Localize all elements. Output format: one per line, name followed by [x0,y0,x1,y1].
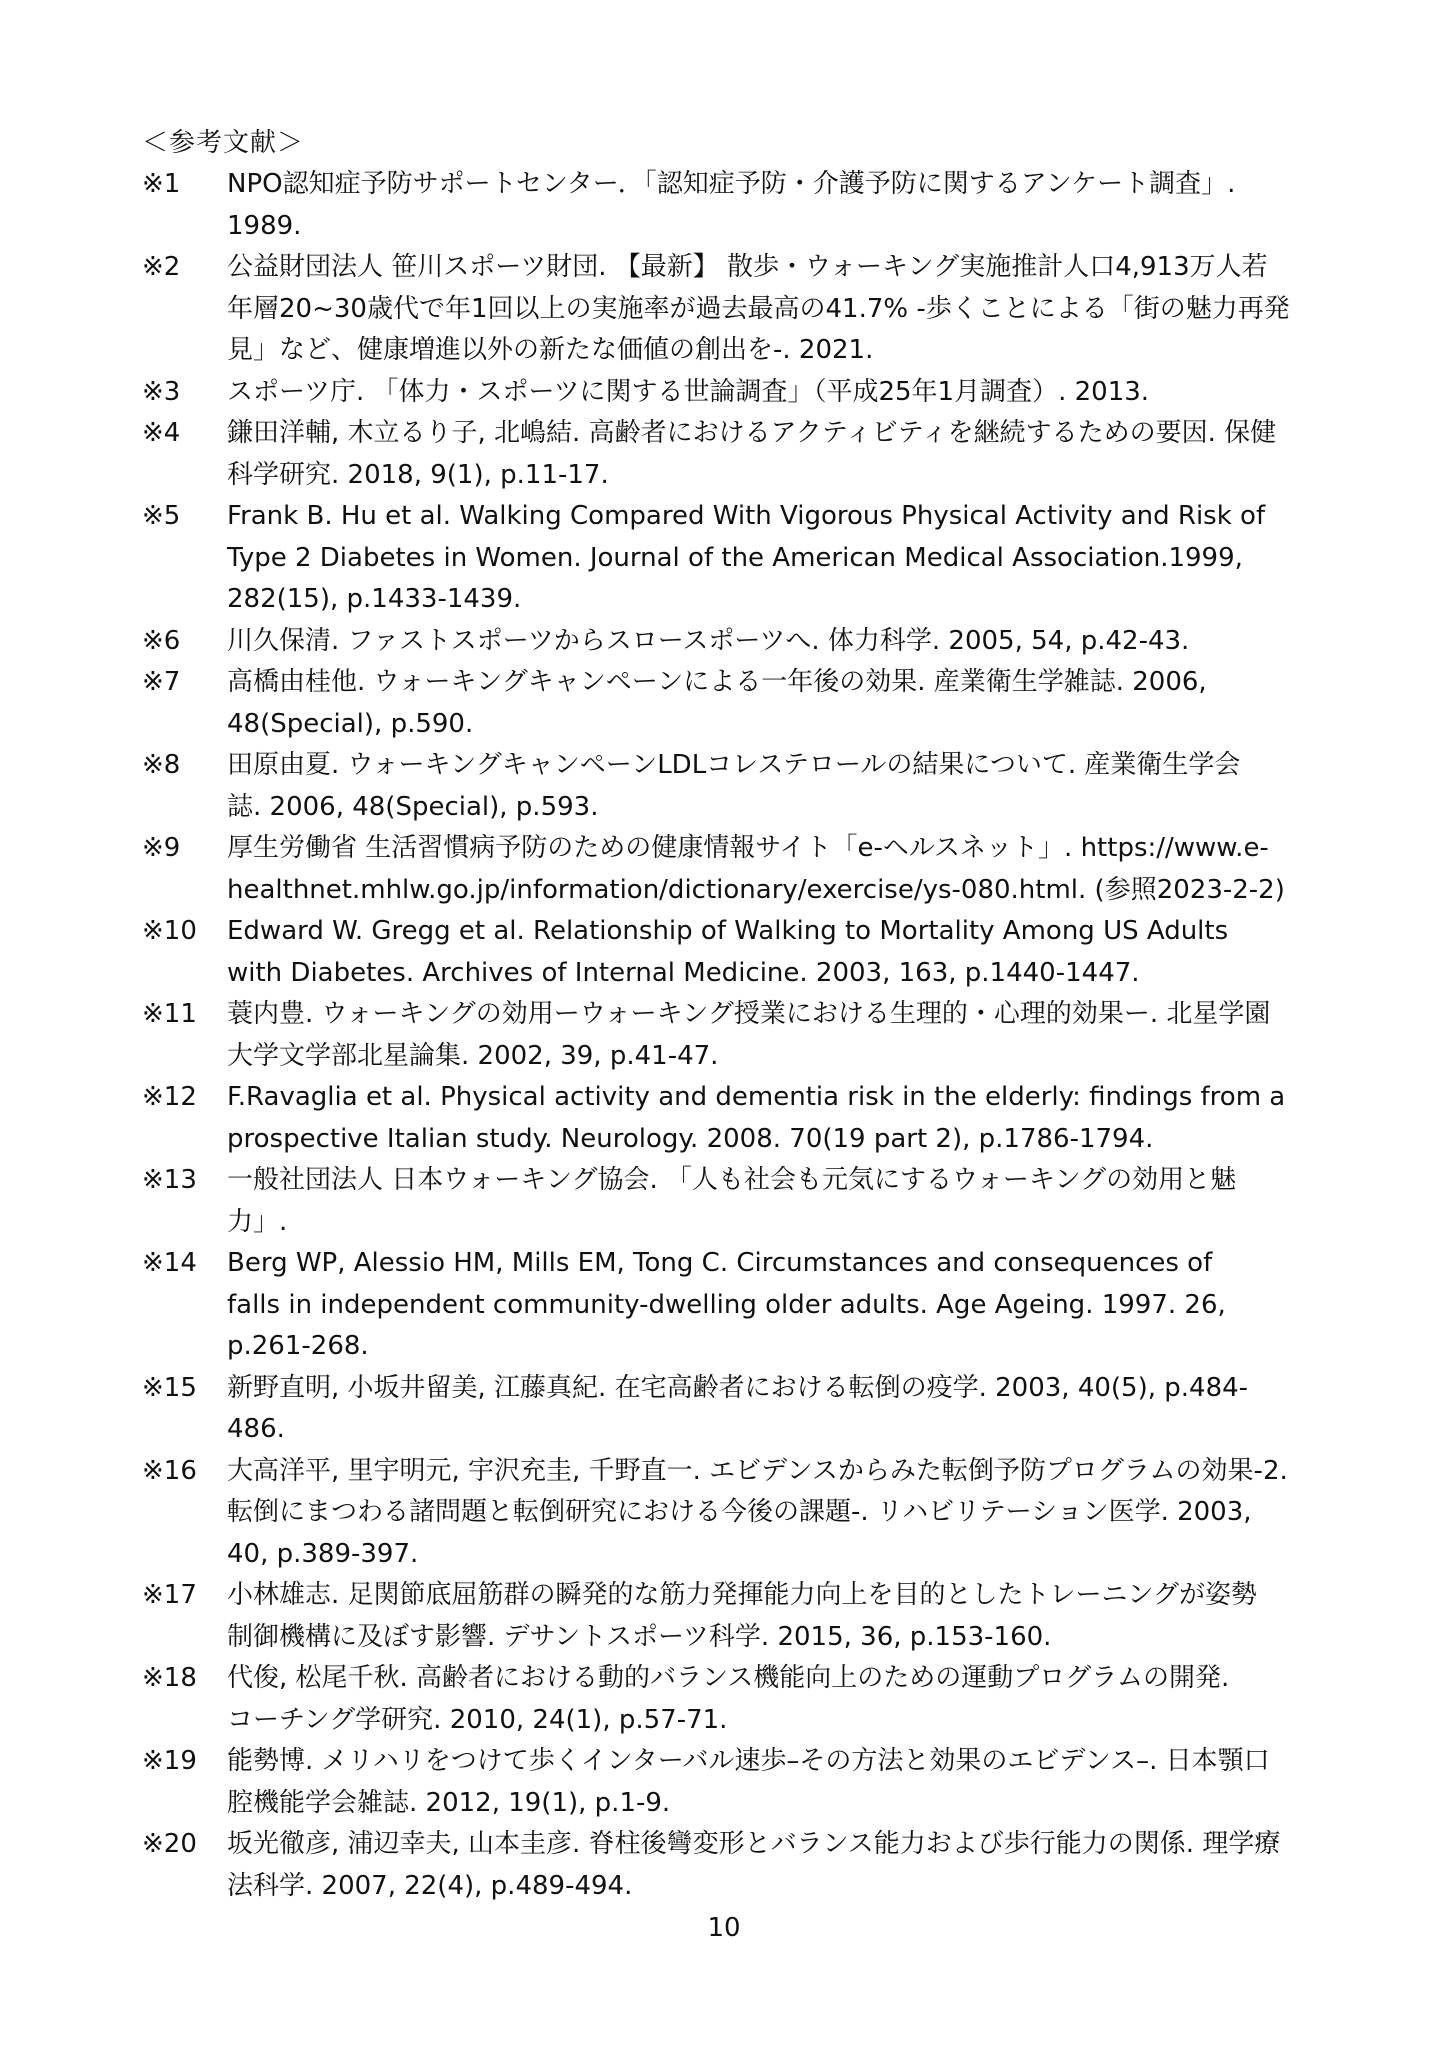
reference-number: ※11 [142,999,197,1029]
reference-item [142,1741,1322,1824]
reference-number: ※9 [142,833,181,863]
reference-text: 川久保清. ファストスポーツからスロースポーツへ. 体力科学. 2005, 54, p.42-43. [227,625,1190,656]
reference-item [142,1451,1322,1576]
reference-item [142,496,1322,621]
reference-number: ※10 [142,916,197,946]
reference-number: ※16 [142,1455,197,1486]
reference-text: Berg WP, Alessio HM, Mills EM, Tong C. Circumstances and consequences of falls in independent community-dwelling older adults. Age Ageing. 1997. 26, p.261-268. [227,1248,1226,1361]
reference-text: 能勢博. メリハリをつけて歩くインターバル速歩–その方法と効果のエビデンス–. 日本顎口 腔機能学会雑誌. 2012, 19(1), p.1-9. [227,1746,1270,1818]
reference-item [142,1658,1322,1741]
page-number: 10 [707,1913,741,1943]
reference-item [142,1077,1322,1160]
reference-list [142,164,1322,1907]
reference-item [142,164,1322,247]
reference-item [142,1368,1322,1451]
reference-text: 公益財団法人 笹川スポーツ財団. 【最新】 散歩・ウォーキング実施推計人口4,913万人若 年層20~30歳代で年1回以上の実施率が過去最高の41.7% -歩くことによる「街の魅力再発 見」など、健康増進以外の新たな価値の創出を-. 2021. [227,252,1290,365]
reference-number: ※8 [142,750,181,780]
reference-text: 大高洋平, 里宇明元, 宇沢充圭, 千野直一. エビデンスからみた転倒予防プログラムの効果-2. 転倒にまつわる諸問題と転倒研究における今後の課題-. リハビリテーション医学. 2003, 40, p.389-397. [227,1455,1288,1569]
reference-text: 蓑内豊. ウォーキングの効用ーウォーキング授業における生理的・心理的効果ー. 北星学園 大学文学部北星論集. 2002, 39, p.41-47. [227,999,1271,1071]
reference-item [142,413,1322,496]
reference-text: 代俊, 松尾千秋. 高齢者における動的バランス機能向上のための運動プログラムの開発. コーチング学研究. 2010, 24(1), p.57-71. [227,1663,1230,1735]
reference-number: ※20 [142,1829,197,1859]
reference-number: ※1 [142,169,181,199]
reference-item [142,1575,1322,1658]
reference-item [142,247,1322,372]
reference-number: ※12 [142,1082,197,1112]
reference-item [142,621,1322,663]
reference-item [142,1824,1322,1907]
reference-text: 坂光徹彦, 浦辺幸夫, 山本圭彦. 脊柱後彎変形とバランス能力および歩行能力の関係. 理学療 法科学. 2007, 22(4), p.489-494. [227,1829,1281,1901]
reference-number: ※3 [142,376,181,407]
reference-text: Edward W. Gregg et al. Relationship of Walking to Mortality Among US Adults with Diabetes. Archives of Internal Medicine. 2003, 163, p.1440-1447. [227,916,1229,988]
reference-text: 一般社団法人 日本ウォーキング協会. 「人も社会も元気にするウォーキングの効用と魅 力」. [227,1165,1237,1237]
reference-text: 高橋由桂他. ウォーキングキャンペーンによる一年後の効果. 産業衛生学雑誌. 2006, 48(Special), p.590. [227,667,1207,739]
reference-item [142,372,1322,414]
reference-item [142,828,1322,911]
reference-number: ※19 [142,1746,197,1776]
reference-item [142,745,1322,828]
references-heading: ＜参考文献＞ [142,128,305,158]
reference-text: 厚生労働省 生活習慣病予防のための健康情報サイト「e-ヘルスネット」. https://www.e- healthnet.mhlw.go.jp/information/dictionary/exercise/ys-080.html. (参照2023-2-2) [227,833,1285,905]
reference-number: ※18 [142,1663,197,1693]
reference-text: Frank B. Hu et al. Walking Compared With Vigorous Physical Activity and Risk of Type 2 Diabetes in Women. Journal of the American Medical Association.1999, 282(15), p.1433-1439. [227,501,1266,614]
reference-number: ※14 [142,1248,197,1278]
reference-text: NPO認知症予防サポートセンター．「認知症予防・介護予防に関するアンケート調査」. 1989. [227,169,1236,241]
reference-number: ※13 [142,1165,197,1195]
reference-number: ※4 [142,418,181,448]
reference-number: ※17 [142,1580,197,1610]
reference-number: ※6 [142,625,181,656]
reference-number: ※7 [142,667,181,697]
reference-item [142,1160,1322,1243]
reference-number: ※5 [142,501,181,531]
reference-text: F.Ravaglia et al. Physical activity and dementia risk in the elderly: findings from a prospective Italian study. Neurology. 2008. 70(19 part 2), p.1786-1794. [227,1082,1286,1154]
reference-item [142,994,1322,1077]
reference-item [142,662,1322,745]
reference-text: 鎌田洋輔, 木立るり子, 北嶋結. 高齢者におけるアクティビティを継続するための要因. 保健 科学研究. 2018, 9(1), p.11-17. [227,418,1277,490]
reference-text: スポーツ庁. 「体力・スポーツに関する世論調査」（平成25年1月調査）. 2013. [227,376,1150,407]
reference-item [142,911,1322,994]
reference-text: 田原由夏. ウォーキングキャンペーンLDLコレステロールの結果について. 産業衛生学会 誌. 2006, 48(Special), p.593. [227,750,1241,822]
reference-text: 新野直明, 小坂井留美, 江藤真紀. 在宅高齢者における転倒の疫学. 2003, 40(5), p.484- 486. [227,1372,1249,1444]
reference-number: ※15 [142,1372,197,1403]
reference-number: ※2 [142,252,181,282]
reference-text: 小林雄志. 足関節底屈筋群の瞬発的な筋力発揮能力向上を目的としたトレーニングが姿勢 制御機構に及ぼす影響. デサントスポーツ科学. 2015, 36, p.153-160. [227,1580,1258,1652]
reference-item [142,1243,1322,1368]
